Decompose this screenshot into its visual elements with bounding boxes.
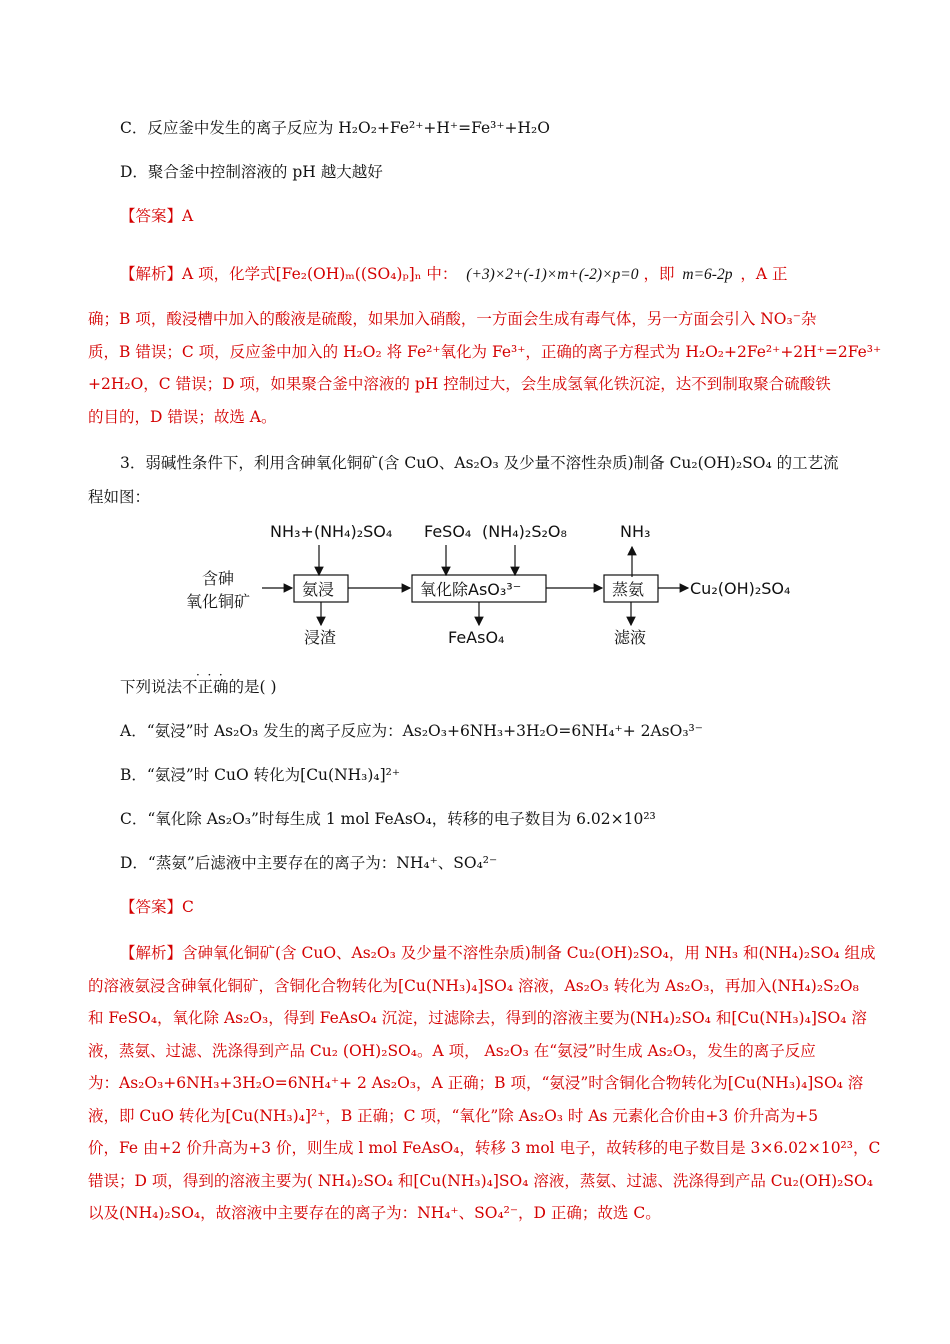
analysis-line: 质，B 错误；C 项，反应釜中加入的 H₂O₂ 将 Fe²⁺氧化为 Fe³⁺，正确的离子方程式为 H₂O₂+2Fe²⁺+2H⁺=2Fe³⁺ xyxy=(88,342,882,361)
step-3-label: 蒸氨 xyxy=(612,580,645,599)
raw-material-label-1: 含砷 xyxy=(202,569,235,588)
question-3-prompt: 下列说法不正确的是( ) xyxy=(120,678,277,696)
option-d: D．聚合釜中控制溶液的 pH 越大越好 xyxy=(120,163,383,181)
analysis-line: +2H₂O，C 错误；D 项，如果聚合釜中溶液的 pH 控制过大，会生成氢氧化铁沉淀，达不到制取聚合硫酸铁 xyxy=(88,375,831,393)
answer-label: 【答案】A xyxy=(120,207,194,225)
charge-balance-formula: (+3)×2+(-1)×m+(-2)×p=0 xyxy=(466,266,639,283)
input-feso4-label: FeSO₄ xyxy=(424,522,472,541)
analysis-line: 价，Fe 由+2 价升高为+3 价，则生成 l mol FeAsO₄，转移 3 mol 电子，故转移的电子数目是 3×6.02×10²³，C xyxy=(88,1139,881,1157)
analysis-paragraph-q2 xyxy=(88,303,882,433)
formula-conclusion: ，A 正 xyxy=(740,265,788,283)
output-nh3-label: NH₃ xyxy=(620,522,651,541)
option-d: D．“蒸氨”后滤液中主要存在的离子为：NH₄⁺、SO₄²⁻ xyxy=(120,854,498,872)
input-ammonia-label: NH₃+(NH₄)₂SO₄ xyxy=(270,522,393,541)
emphasis-dots: · · · xyxy=(196,668,223,682)
analysis-line: 和 FeSO₄，氧化除 As₂O₃，得到 FeAsO₄ 沉淀，过滤除去，得到的溶液主要为(NH₄)₂SO₄ 和[Cu(NH₃)₄]SO₄ 溶 xyxy=(88,1009,867,1027)
step-1-label: 氨浸 xyxy=(302,580,335,599)
option-c: C．反应釜中发生的离子反应为 H₂O₂+Fe²⁺+H⁺=Fe³⁺+H₂O xyxy=(120,119,550,137)
waste-3-label: 滤液 xyxy=(614,628,647,647)
answer-label: 【答案】C xyxy=(120,898,194,916)
analysis-text: 【解析】A 项，化学式[Fe₂(OH)ₘ((SO₄)ₚ]ₙ 中： xyxy=(120,265,458,283)
analysis-intro xyxy=(120,263,866,286)
product-label: Cu₂(OH)₂SO₄ xyxy=(690,579,791,598)
question-3-stem: 3．弱碱性条件下，利用含砷氧化铜矿(含 CuO、As₂O₃ 及少量不溶性杂质)制备 Cu₂(OH)₂SO₄ 的工艺流 xyxy=(120,454,839,472)
analysis-line: 以及(NH₄)₂SO₄，故溶液中主要存在的离子为：NH₄⁺、SO₄²⁻，D 正确；故选 C。 xyxy=(88,1204,661,1222)
analysis-line: 为：As₂O₃+6NH₃+3H₂O=6NH₄⁺+ 2 As₂O₃，A 正确；B 项，“氨浸”时含铜化合物转化为[Cu(NH₃)₄]SO₄ 溶 xyxy=(88,1074,864,1092)
input-persulfate-label: (NH₄)₂S₂O₈ xyxy=(482,522,567,541)
m-value-formula: m=6-2p xyxy=(682,266,733,283)
analysis-line: 液，即 CuO 转化为[Cu(NH₃)₄]²⁺，B 正确；C 项，“氧化”除 As₂O₃ 时 As 元素化合价由+3 价升高为+5 xyxy=(88,1106,819,1125)
analysis-paragraph-q3 xyxy=(88,937,881,1230)
analysis-line: 的目的，D 错误；故选 A。 xyxy=(88,407,277,426)
question-3-stem-cont: 程如图： xyxy=(88,488,151,506)
analysis-line: 错误；D 项，得到的溶液主要为( NH₄)₂SO₄ 和[Cu(NH₃)₄]SO₄ 溶液，蒸氨、过滤、洗涤得到产品 Cu₂(OH)₂SO₄ xyxy=(88,1171,873,1190)
step-2-label: 氧化除AsO₃³⁻ xyxy=(420,580,522,599)
option-b: B．“氨浸”时 CuO 转化为[Cu(NH₃)₄]²⁺ xyxy=(120,766,401,784)
analysis-line: 确；B 项，酸浸槽中加入的酸液是硫酸，如果加入硝酸，一方面会生成有毒气体，另一方面会引入 NO₃⁻杂 xyxy=(88,310,817,328)
analysis-line: 的溶液氨浸含砷氧化铜矿，含铜化合物转化为[Cu(NH₃)₄]SO₄ 溶液，As₂O₃ 转化为 As₂O₃，再加入(NH₄)₂S₂O₈ xyxy=(88,976,859,995)
raw-material-label-2: 氧化铜矿 xyxy=(186,592,251,611)
option-a: A．“氨浸”时 As₂O₃ 发生的离子反应为：As₂O₃+6NH₃+3H₂O=6NH₄⁺+ 2AsO₃³⁻ xyxy=(120,722,703,740)
option-c: C．“氧化除 As₂O₃”时每生成 1 mol FeAsO₄，转移的电子数目为 6.02×10²³ xyxy=(120,810,656,828)
formula-connector: ，即 xyxy=(643,265,675,283)
waste-1-label: 浸渣 xyxy=(304,628,337,647)
process-flow-diagram xyxy=(180,515,820,655)
analysis-line: 液，蒸氨、过滤、洗涤得到产品 Cu₂ (OH)₂SO₄。A 项， As₂O₃ 在“氨浸”时生成 As₂O₃，发生的离子反应 xyxy=(88,1041,816,1060)
waste-2-label: FeAsO₄ xyxy=(448,628,505,647)
analysis-line: 【解析】含砷氧化铜矿(含 CuO、As₂O₃ 及少量不溶性杂质)制备 Cu₂(OH)₂SO₄，用 NH₃ 和(NH₄)₂SO₄ 组成 xyxy=(120,944,876,962)
